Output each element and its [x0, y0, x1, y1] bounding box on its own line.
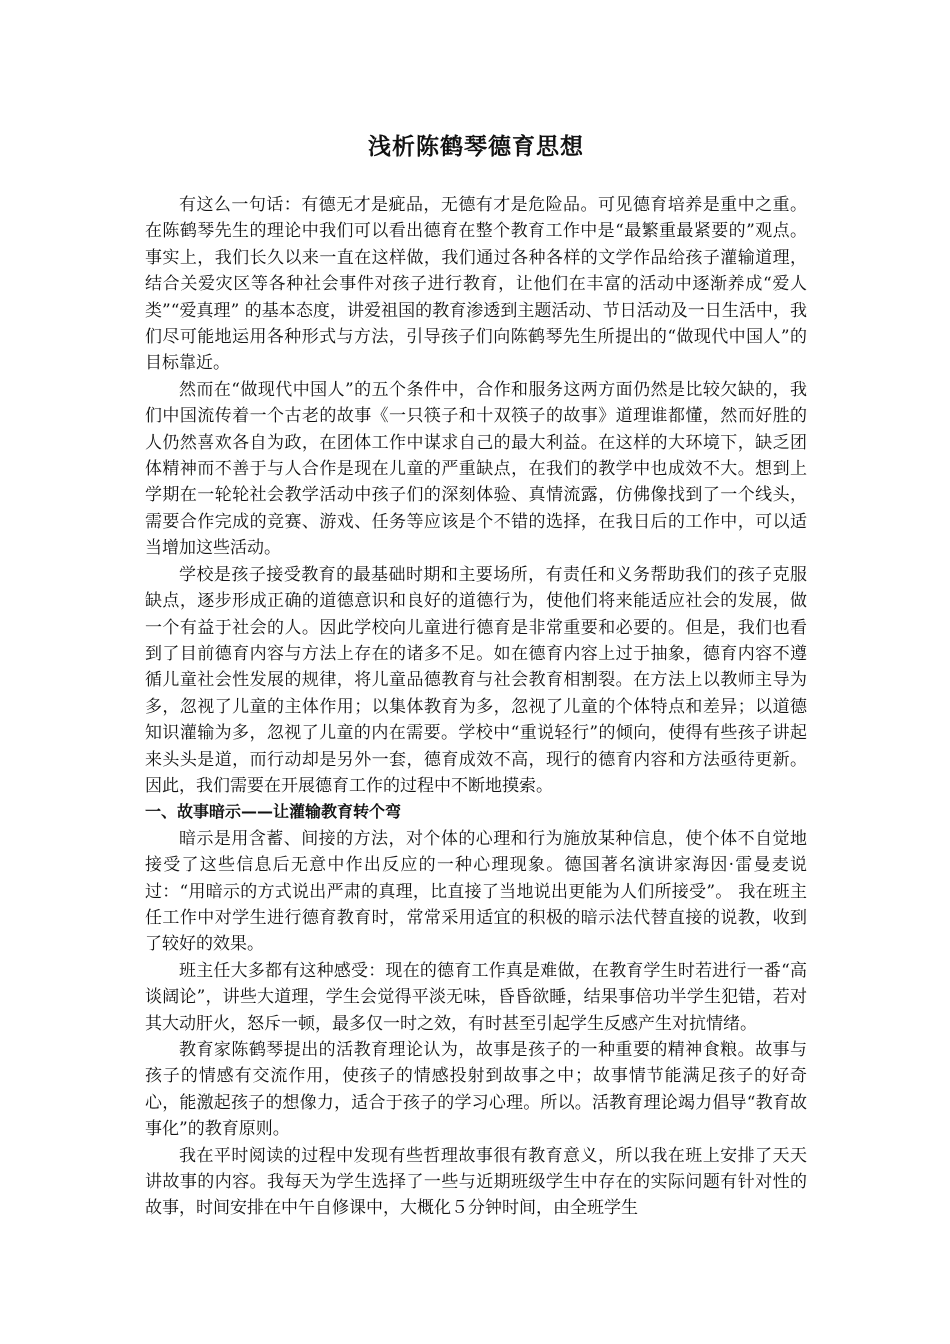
paragraph-teacher-feeling: 班主任大多都有这种感受：现在的德育工作真是难做，在教育学生时若进行一番“高谈阔论”，讲些大道理，学生会觉得平淡无味，昏昏欲睡，结果事倍功半学生犯错，若对其大动肝火，怒斥一顿，最多仅一时之效，有时甚至引起学生反感产生对抗情绪。 [145, 960, 807, 1034]
paragraph-daily-story: 我在平时阅读的过程中发现有些哲理故事很有教育意义，所以我在班上安排了天天讲故事的内容。我每天为学生选择了一些与近期班级学生中存在的实际问题有针对性的故事，时间安排在中午自修课中，大概化５分钟时间，由全班学生 [145, 1145, 807, 1219]
paragraph-suggestion: 暗示是用含蓄、间接的方法，对个体的心理和行为施放某种信息，使个体不自觉地接受了这些信息后无意中作出反应的一种心理现象。德国著名演讲家海因·雷曼麦说过：“用暗示的方式说出严肃的真理，比直接了当地说出更能为人们所接受”。 我在班主任工作中对学生进行德育教育时，常常采用适宜的积极的暗示法代替直接的说教，收到了较好的效果。 [145, 828, 807, 955]
paragraph-cooperation: 然而在“做现代中国人”的五个条件中，合作和服务这两方面仍然是比较欠缺的，我们中国流传着一个古老的故事《一只筷子和十双筷子的故事》道理谁都懂，然而好胜的人仍然喜欢各自为政，在团体工作中谋求自己的最大利益。在这样的大环境下，缺乏团体精神而不善于与人合作是现在儿童的严重缺点，在我们的教学中也成效不大。想到上学期在一轮轮社会教学活动中孩子们的深刻体验、真情流露，仿佛像找到了一个线头，需要合作完成的竞赛、游戏、任务等应该是个不错的选择，在我日后的工作中，可以适当增加这些活动。 [145, 379, 807, 559]
document-title: 浅析陈鹤琴德育思想 [368, 134, 584, 160]
paragraph-story-theory: 教育家陈鹤琴提出的活教育理论认为，故事是孩子的一种重要的精神食粮。故事与孩子的情感有交流作用，使孩子的情感投射到故事之中；故事情节能满足孩子的好奇心，能激起孩子的想像力，适合于孩子的学习心理。所以。活教育理论竭力倡导“教育故事化”的教育原则。 [145, 1040, 807, 1140]
document-page [145, 130, 807, 1222]
paragraph-school: 学校是孩子接受教育的最基础时期和主要场所，有责任和义务帮助我们的孩子克服缺点，逐步形成正确的道德意识和良好的道德行为，使他们将来能适应社会的发展，做一个有益于社会的人。因此学校向儿童进行德育是非常重要和必要的。但是，我们也看到了目前德育内容与方法上存在的诸多不足。如在德育内容上过于抽象，德育内容不遵循儿童社会性发展的规律，将儿童品德教育与社会教育相割裂。在方法上以教师主导为多，忽视了儿童的主体作用；以集体教育为多，忽视了儿童的个体特点和差异；以道德知识灌输为多，忽视了儿童的内在需要。学校中“重说轻行”的倾向，使得有些孩子讲起来头头是道，而行动却是另外一套，德育成效不高，现行的德育内容和方法亟待更新。因此，我们需要在开展德育工作的过程中不断地摸索。 [145, 564, 807, 796]
paragraph-intro: 有这么一句话：有德无才是疵品，无德有才是危险品。可见德育培养是重中之重。在陈鹤琴先生的理论中我们可以看出德育在整个教育工作中是“最繁重最紧要的”观点。事实上，我们长久以来一直在这样做，我们通过各种各样的文学作品给孩子灌输道理，结合关爱灾区等各种社会事件对孩子进行教育，让他们在丰富的活动中逐渐养成“爱人类”“爱真理” 的基本态度，讲爱祖国的教育渗透到主题活动、节日活动及一日生活中，我们尽可能地运用各种形式与方法，引导孩子们向陈鹤琴先生所提出的“做现代中国人”的目标靠近。 [145, 195, 807, 374]
section-heading: 一、故事暗示——让灌输教育转个弯 [145, 802, 402, 822]
